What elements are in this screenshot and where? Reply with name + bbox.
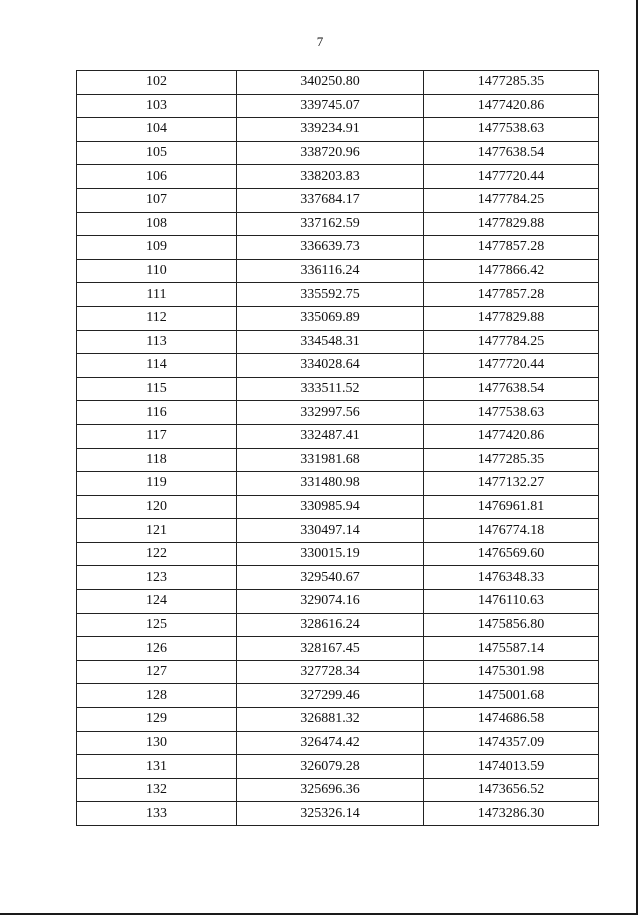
x-coordinate-cell: 326881.32 (237, 708, 424, 732)
x-coordinate-cell: 326079.28 (237, 755, 424, 779)
point-number-cell: 129 (77, 708, 237, 732)
table-row (77, 542, 599, 566)
y-coordinate-cell: 1477784.25 (424, 188, 599, 212)
y-coordinate-cell: 1475301.98 (424, 660, 599, 684)
point-number-cell: 104 (77, 118, 237, 142)
coordinates-table-body (77, 71, 599, 826)
point-number-cell: 127 (77, 660, 237, 684)
point-number-cell: 120 (77, 495, 237, 519)
y-coordinate-cell: 1477720.44 (424, 354, 599, 378)
table-row (77, 519, 599, 543)
point-number-cell: 128 (77, 684, 237, 708)
point-number-cell: 105 (77, 141, 237, 165)
table-row (77, 731, 599, 755)
table-row (77, 495, 599, 519)
point-number-cell: 126 (77, 637, 237, 661)
point-number-cell: 133 (77, 802, 237, 826)
x-coordinate-cell: 327299.46 (237, 684, 424, 708)
y-coordinate-cell: 1475856.80 (424, 613, 599, 637)
y-coordinate-cell: 1477538.63 (424, 118, 599, 142)
y-coordinate-cell: 1477720.44 (424, 165, 599, 189)
x-coordinate-cell: 325326.14 (237, 802, 424, 826)
point-number-cell: 125 (77, 613, 237, 637)
y-coordinate-cell: 1476110.63 (424, 590, 599, 614)
x-coordinate-cell: 338203.83 (237, 165, 424, 189)
x-coordinate-cell: 329074.16 (237, 590, 424, 614)
point-number-cell: 103 (77, 94, 237, 118)
x-coordinate-cell: 326474.42 (237, 731, 424, 755)
table-row (77, 637, 599, 661)
table-row (77, 424, 599, 448)
x-coordinate-cell: 329540.67 (237, 566, 424, 590)
point-number-cell: 119 (77, 472, 237, 496)
table-row (77, 165, 599, 189)
point-number-cell: 106 (77, 165, 237, 189)
y-coordinate-cell: 1477857.28 (424, 236, 599, 260)
y-coordinate-cell: 1477638.54 (424, 141, 599, 165)
y-coordinate-cell: 1477285.35 (424, 71, 599, 95)
point-number-cell: 117 (77, 424, 237, 448)
coordinates-table (76, 70, 599, 826)
table-row (77, 708, 599, 732)
y-coordinate-cell: 1477784.25 (424, 330, 599, 354)
y-coordinate-cell: 1473286.30 (424, 802, 599, 826)
point-number-cell: 122 (77, 542, 237, 566)
y-coordinate-cell: 1475001.68 (424, 684, 599, 708)
point-number-cell: 111 (77, 283, 237, 307)
y-coordinate-cell: 1477866.42 (424, 259, 599, 283)
y-coordinate-cell: 1477829.88 (424, 212, 599, 236)
y-coordinate-cell: 1477538.63 (424, 401, 599, 425)
point-number-cell: 113 (77, 330, 237, 354)
point-number-cell: 124 (77, 590, 237, 614)
y-coordinate-cell: 1474013.59 (424, 755, 599, 779)
y-coordinate-cell: 1473656.52 (424, 778, 599, 802)
table-row (77, 212, 599, 236)
y-coordinate-cell: 1476961.81 (424, 495, 599, 519)
table-row (77, 71, 599, 95)
x-coordinate-cell: 330015.19 (237, 542, 424, 566)
x-coordinate-cell: 331480.98 (237, 472, 424, 496)
x-coordinate-cell: 335069.89 (237, 306, 424, 330)
x-coordinate-cell: 338720.96 (237, 141, 424, 165)
table-row (77, 283, 599, 307)
x-coordinate-cell: 327728.34 (237, 660, 424, 684)
x-coordinate-cell: 332997.56 (237, 401, 424, 425)
x-coordinate-cell: 335592.75 (237, 283, 424, 307)
x-coordinate-cell: 328616.24 (237, 613, 424, 637)
y-coordinate-cell: 1474686.58 (424, 708, 599, 732)
x-coordinate-cell: 336639.73 (237, 236, 424, 260)
point-number-cell: 132 (77, 778, 237, 802)
point-number-cell: 102 (77, 71, 237, 95)
table-row (77, 118, 599, 142)
point-number-cell: 115 (77, 377, 237, 401)
y-coordinate-cell: 1477420.86 (424, 424, 599, 448)
y-coordinate-cell: 1476348.33 (424, 566, 599, 590)
table-row (77, 377, 599, 401)
y-coordinate-cell: 1474357.09 (424, 731, 599, 755)
y-coordinate-cell: 1477420.86 (424, 94, 599, 118)
point-number-cell: 110 (77, 259, 237, 283)
x-coordinate-cell: 334028.64 (237, 354, 424, 378)
y-coordinate-cell: 1477285.35 (424, 448, 599, 472)
point-number-cell: 107 (77, 188, 237, 212)
point-number-cell: 114 (77, 354, 237, 378)
table-row (77, 472, 599, 496)
point-number-cell: 108 (77, 212, 237, 236)
table-row (77, 354, 599, 378)
x-coordinate-cell: 325696.36 (237, 778, 424, 802)
table-row (77, 141, 599, 165)
table-row (77, 94, 599, 118)
x-coordinate-cell: 340250.80 (237, 71, 424, 95)
x-coordinate-cell: 328167.45 (237, 637, 424, 661)
x-coordinate-cell: 339234.91 (237, 118, 424, 142)
x-coordinate-cell: 334548.31 (237, 330, 424, 354)
x-coordinate-cell: 331981.68 (237, 448, 424, 472)
x-coordinate-cell: 337684.17 (237, 188, 424, 212)
point-number-cell: 118 (77, 448, 237, 472)
table-row (77, 684, 599, 708)
y-coordinate-cell: 1477857.28 (424, 283, 599, 307)
point-number-cell: 109 (77, 236, 237, 260)
table-row (77, 448, 599, 472)
x-coordinate-cell: 330497.14 (237, 519, 424, 543)
point-number-cell: 123 (77, 566, 237, 590)
x-coordinate-cell: 337162.59 (237, 212, 424, 236)
x-coordinate-cell: 336116.24 (237, 259, 424, 283)
table-row (77, 755, 599, 779)
table-row (77, 188, 599, 212)
y-coordinate-cell: 1477638.54 (424, 377, 599, 401)
point-number-cell: 130 (77, 731, 237, 755)
table-row (77, 236, 599, 260)
table-row (77, 259, 599, 283)
table-row (77, 590, 599, 614)
table-row (77, 401, 599, 425)
x-coordinate-cell: 333511.52 (237, 377, 424, 401)
table-row (77, 306, 599, 330)
table-row (77, 330, 599, 354)
x-coordinate-cell: 339745.07 (237, 94, 424, 118)
y-coordinate-cell: 1476774.18 (424, 519, 599, 543)
x-coordinate-cell: 332487.41 (237, 424, 424, 448)
y-coordinate-cell: 1476569.60 (424, 542, 599, 566)
table-row (77, 802, 599, 826)
table-row (77, 778, 599, 802)
y-coordinate-cell: 1477132.27 (424, 472, 599, 496)
point-number-cell: 112 (77, 306, 237, 330)
point-number-cell: 121 (77, 519, 237, 543)
table-row (77, 613, 599, 637)
x-coordinate-cell: 330985.94 (237, 495, 424, 519)
table-row (77, 566, 599, 590)
page-number: 7 (316, 34, 324, 49)
point-number-cell: 116 (77, 401, 237, 425)
point-number-cell: 131 (77, 755, 237, 779)
table-row (77, 660, 599, 684)
y-coordinate-cell: 1477829.88 (424, 306, 599, 330)
y-coordinate-cell: 1475587.14 (424, 637, 599, 661)
